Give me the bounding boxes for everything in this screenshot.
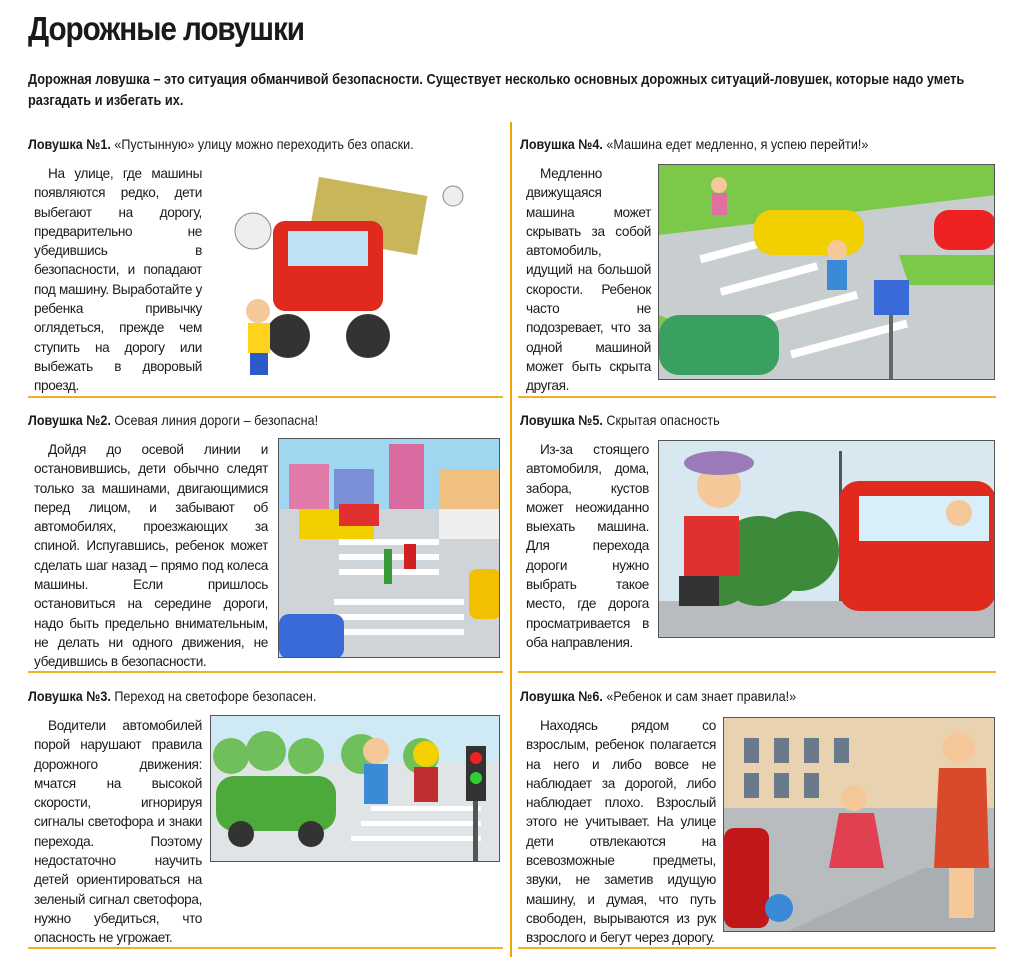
row-divider <box>518 396 996 398</box>
slow-car-illustration <box>658 164 995 380</box>
intro-text: Дорожная ловушка – это ситуация обманчивой безопасности. Существует несколько основных дорожных ситуаций-ловушек, которые надо уметь разгадать и избегать их. <box>28 72 965 109</box>
truck-illustration <box>223 176 473 386</box>
trap-text: На улице, где машины появляются редко, дети выбегают на дорогу, предварительно не убедившись в безопасности, и попадают под машину. Выработайте у ребенка привычку оглядеться, прежде чем ступить на дорогу или выбежать в дворовый проезд. <box>34 166 202 394</box>
hidden-danger-illustration <box>658 440 995 638</box>
trap-heading: Ловушка №5. Скрытая опасность <box>520 412 720 428</box>
trap-heading: Ловушка №6. «Ребенок и сам знает правила!» <box>520 688 797 704</box>
trap-heading: Ловушка №2. Осевая линия дороги – безопасна! <box>28 412 319 428</box>
row-divider <box>28 396 503 398</box>
trap-text: Из-за стоящего автомобиля, дома, забора, кустов может неожиданно выехать машина. Для перехода дороги нужно выбрать такое место, где дорога просматривается в оба направления. <box>526 442 649 650</box>
trap-text: Дойдя до осевой линии и остановившись, дети обычно следят только за машинами, двигающимися перед лицом, и забывают об автомобилях, проезжающих за спиной. Испугавшись, ребенок может сделать шаг назад – прямо под колеса машины. Если пришлось остановиться на середине дороги, надо быть предельно внимательным, не делать ни одного движения, не убедившись в безопасности. <box>34 442 268 670</box>
trap-text: Медленно движущаяся машина может скрывать за собой автомобиль, идущий на большой скорости. Ребенок часто не подозревает, что за одной машиной может быть скрыта другая. <box>526 166 651 394</box>
traffic-light-illustration <box>210 715 500 862</box>
trap-heading: Ловушка №4. «Машина едет медленно, я успею перейти!» <box>520 136 869 152</box>
trap-heading: Ловушка №3. Переход на светофоре безопасен. <box>28 688 317 704</box>
trap-heading: Ловушка №1. «Пустынную» улицу можно переходить без опаски. <box>28 136 414 152</box>
page-title: Дорожные ловушки <box>28 10 304 47</box>
crosswalk-illustration <box>278 438 500 658</box>
column-divider <box>510 122 512 957</box>
row-divider <box>518 671 996 673</box>
trap-text: Водители автомобилей порой нарушают правила дорожного движения: мчатся на высокой скорости, игнорируя сигналы светофора и знаки перехода. Поэтому недостаточно научить детей ориентироваться на зеленый сигнал светофора, нужно убедиться, что опасность не угрожает. <box>34 718 202 946</box>
trap-text: Находясь рядом со взрослым, ребенок полагается на него и либо вовсе не наблюдает за дорогой, либо наблюдает плохо. Взрослый этого не учитывает. На улице дети отвлекаются на всевозможные предметы, звуки, не заметив идущую машину, и думая, что путь свободен, вырываются из рук взрослого и бегут через дорогу. <box>526 718 716 946</box>
child-and-adult-illustration <box>723 717 995 932</box>
